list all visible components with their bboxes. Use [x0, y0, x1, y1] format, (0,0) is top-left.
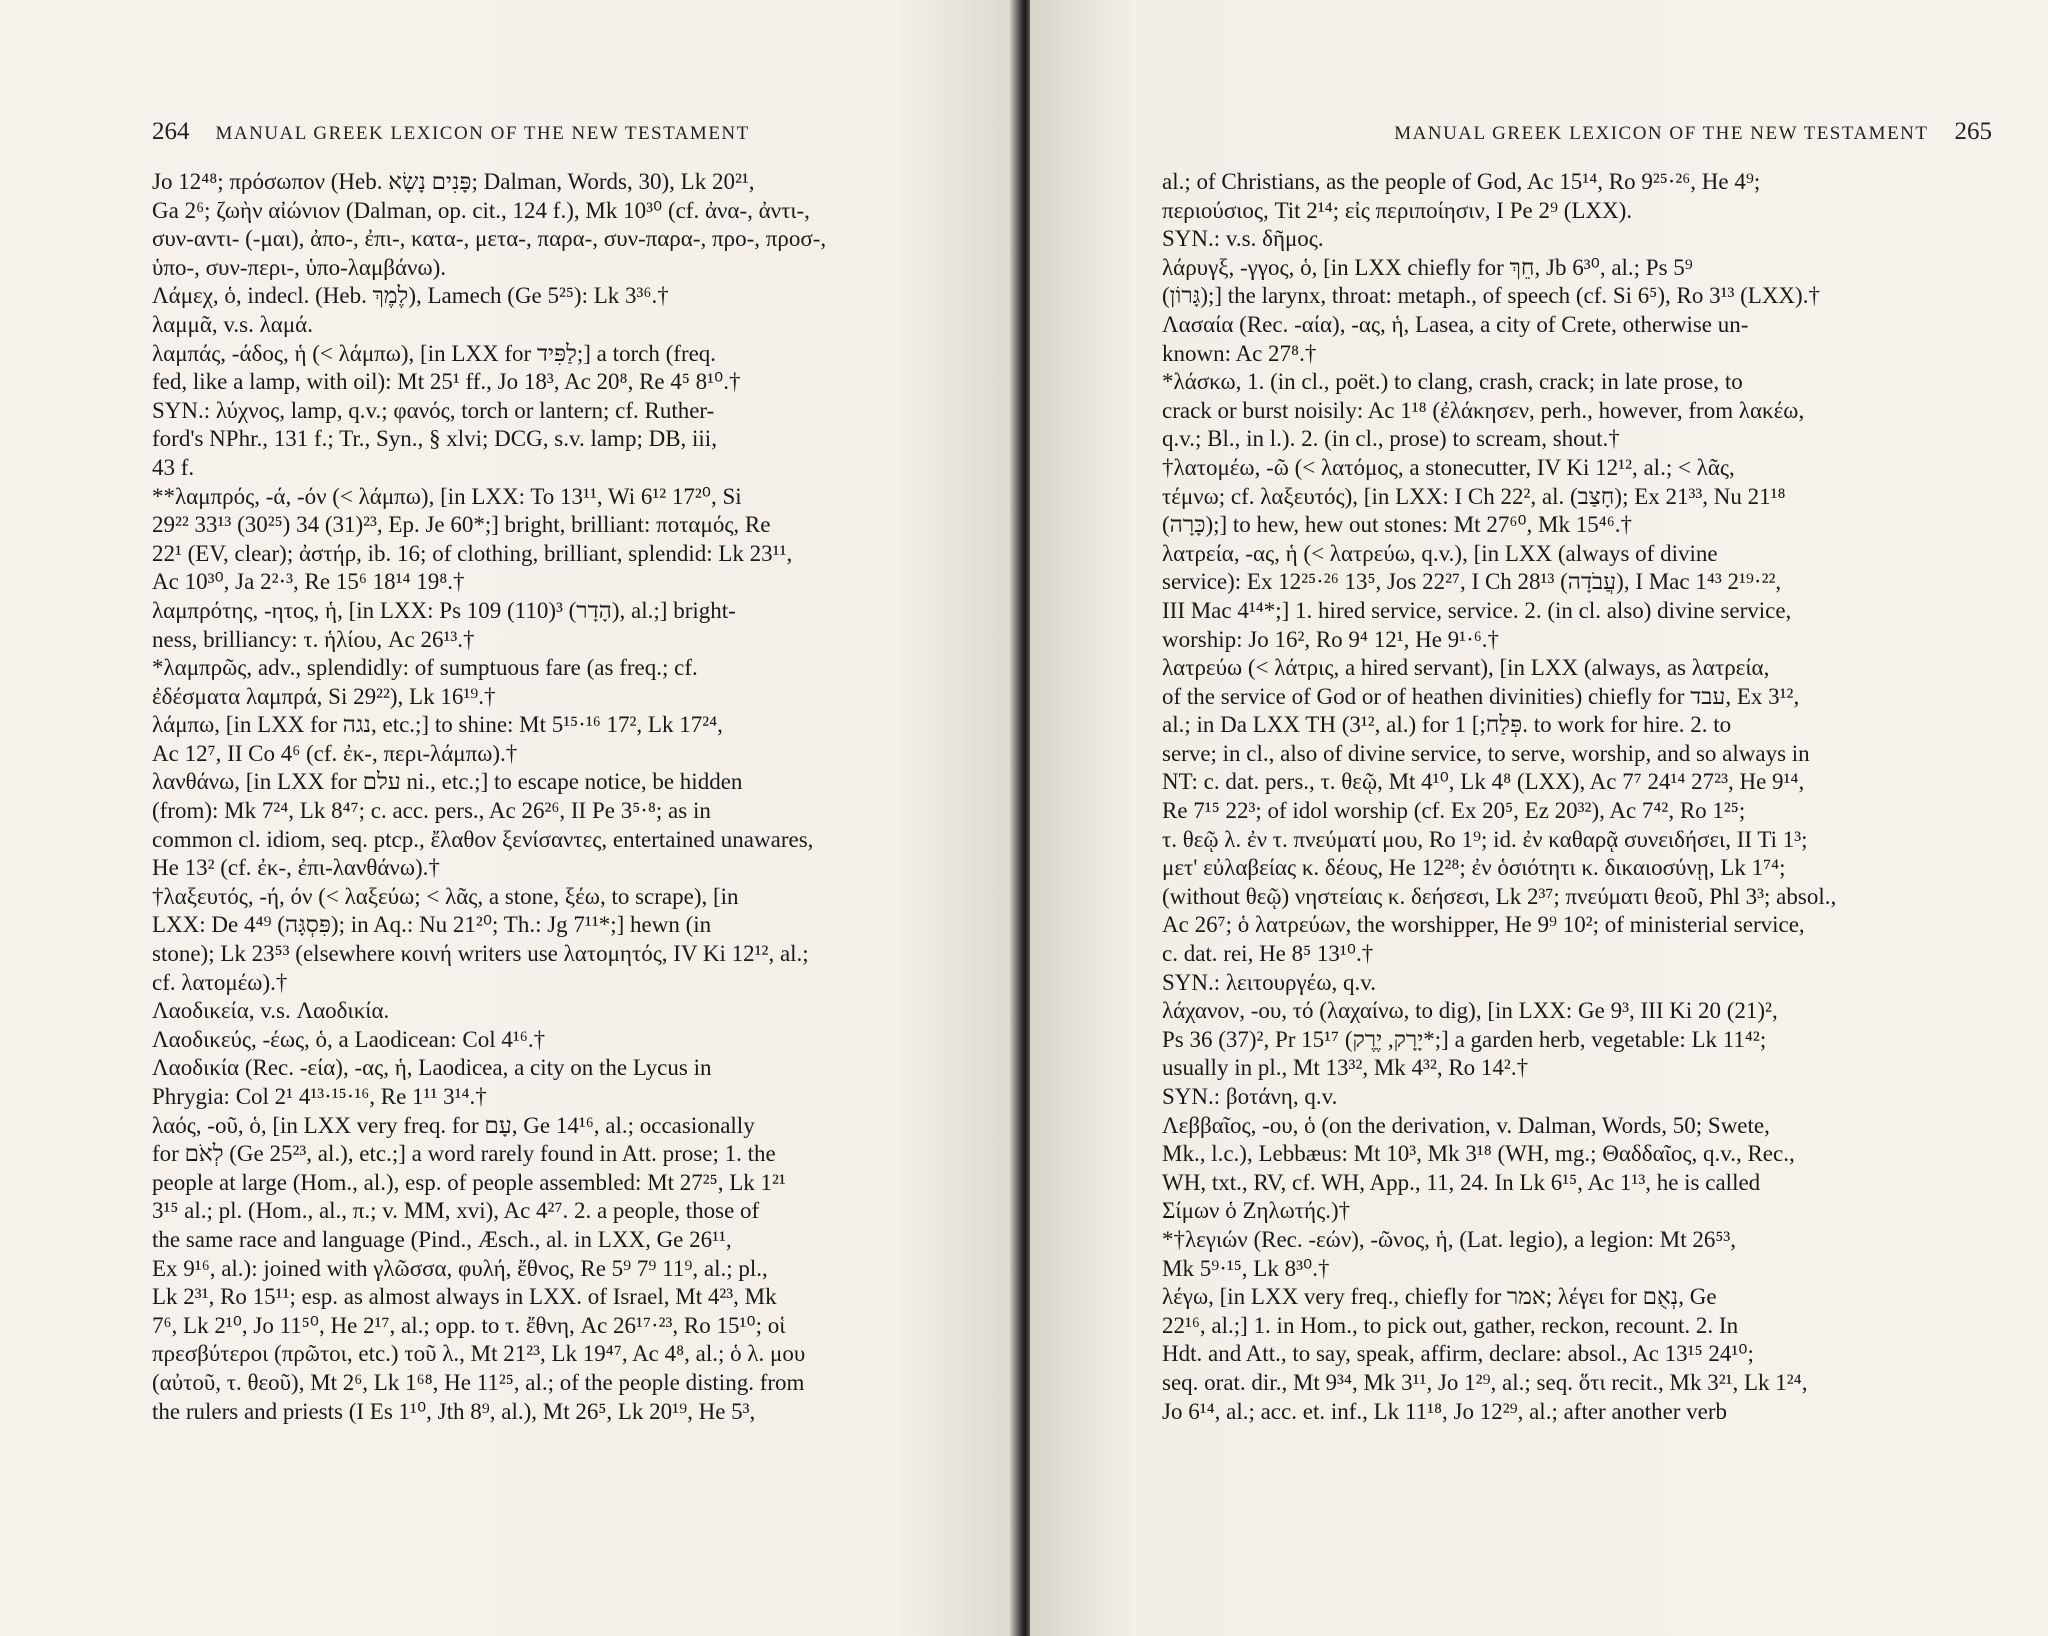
- left-page-body: [152, 168, 938, 1426]
- text-line: 29²² 33¹³ (30²⁵) 34 (31)²³, Ep. Je 60*;] bright, brilliant: ποταμός, Re: [152, 512, 771, 538]
- text-line: λάμπω, [in LXX for נגה, etc.;] to shine: Mt 5¹⁵·¹⁶ 17², Lk 17²⁴,: [152, 712, 723, 738]
- text-line: Λαοδικεία, v.s. Λαοδικία.: [152, 998, 390, 1024]
- text-line: λαός, -οῦ, ὁ, [in LXX very freq. for עָם, Ge 14¹⁶, al.; occasionally: [152, 1112, 755, 1138]
- text-line: 22¹ (EV, clear); ἀστήρ, ib. 16; of clothing, brilliant, splendid: Lk 23¹¹,: [152, 540, 793, 566]
- right-page-body: [1162, 168, 1974, 1426]
- text-line: λατρεύω (< λάτρις, a hired servant), [in LXX (always, as λατρεία,: [1162, 655, 1770, 681]
- text-line: SYN.: βοτάνη, q.v.: [1162, 1084, 1338, 1109]
- text-line: the same race and language (Pind., Æsch., al. in LXX, Ge 26¹¹,: [152, 1226, 732, 1252]
- text-line: crack or burst noisily: Ac 1¹⁸ (ἐλάκησεν, perh., however, from λακέω,: [1162, 397, 1805, 423]
- text-line: τέμνω; cf. λαξευτός), [in LXX: I Ch 22², al. (חָצַב); Ex 21³³, Nu 21¹⁸: [1162, 483, 1786, 509]
- text-line: usually in pl., Mt 13³², Mk 4³², Ro 14².†: [1162, 1055, 1529, 1081]
- text-line: Λαοδικεύς, -έως, ὁ, a Laodicean: Col 4¹⁶.†: [152, 1026, 546, 1052]
- running-head-title: MANUAL GREEK LEXICON OF THE NEW TESTAMENT: [215, 123, 750, 144]
- text-line: Ac 26⁷; ὁ λατρεύων, the worshipper, He 9⁹ 10²; of ministerial service,: [1162, 912, 1805, 938]
- text-line: †λαξευτός, -ή, όν (< λαξεύω; < λᾶς, a stone, ξέω, to scrape), [in: [152, 883, 739, 909]
- text-line: μετ' εὐλαβείας κ. δέους, He 12²⁸; ἐν ὁσιότητι κ. δικαιοσύνῃ, Lk 1⁷⁴;: [1162, 855, 1786, 881]
- text-line: service): Ex 12²⁵·²⁶ 13⁵, Jos 22²⁷, I Ch 28¹³ (עֲבֹדָה), I Mac 1⁴³ 2¹⁹·²²,: [1162, 569, 1782, 595]
- text-line: ὑπο-, συν-περι-, ὑπο-λαμβάνω).: [152, 254, 446, 280]
- text-line: λαμμᾶ, v.s. λαμά.: [152, 311, 313, 337]
- text-line: (without θεῷ) νηστείαις κ. δεήσεσι, Lk 2³⁷; πνεύματι θεοῦ, Phl 3³; absol.,: [1162, 883, 1837, 909]
- text-line: common cl. idiom, seq. ptcp., ἔλαθον ξενίσαντες, entertained unawares,: [152, 826, 814, 852]
- running-head-title: MANUAL GREEK LEXICON OF THE NEW TESTAMENT: [1394, 123, 1929, 144]
- text-line: Λαοδικία (Rec. -εία), -ας, ἡ, Laodicea, a city on the Lycus in: [152, 1055, 712, 1081]
- text-line: λαμπάς, -άδος, ἡ (< λάμπω), [in LXX for לַפִּיד;] a torch (freq.: [152, 340, 717, 366]
- text-line: **λαμπρός, -ά, -όν (< λάμπω), [in LXX: To 13¹¹, Wi 6¹² 17²⁰, Si: [152, 483, 742, 509]
- text-line: for לְאֹם (Ge 25²³, al.), etc.;] a word rarely found in Att. prose; 1. the: [152, 1141, 776, 1167]
- text-line: (αὐτοῦ, τ. θεοῦ), Mt 2⁶, Lk 1⁶⁸, He 11²⁵, al.; of the people disting. from: [152, 1369, 805, 1395]
- text-line: Re 7¹⁵ 22³; of idol worship (cf. Ex 20⁵, Ez 20³²), Ac 7⁴², Ro 1²⁵;: [1162, 798, 1746, 824]
- text-line: Λασαία (Rec. -αία), -ας, ἡ, Lasea, a city of Crete, otherwise un-: [1162, 311, 1749, 337]
- text-line: al.; of Christians, as the people of God, Ac 15¹⁴, Ro 9²⁵·²⁶, He 4⁹;: [1162, 169, 1761, 194]
- text-line: (גָּרוֹן);] the larynx, throat: metaph., of speech (cf. Si 6⁵), Ro 3¹³ (LXX).†: [1162, 283, 1820, 309]
- text-line: λάχανον, -ου, τό (λαχαίνω, to dig), [in LXX: Ge 9³, III Ki 20 (21)²,: [1162, 998, 1778, 1024]
- text-line: ford's NPhr., 131 f.; Tr., Syn., § xlvi; DCG, s.v. lamp; DB, iii,: [152, 426, 717, 452]
- text-line: WH, txt., RV, cf. WH, App., 11, 24. In Lk 6¹⁵, Ac 1¹³, he is called: [1162, 1169, 1761, 1195]
- text-line: of the service of God or of heathen divinities) chiefly for עבד, Ex 3¹²,: [1162, 683, 1800, 709]
- text-line: συν-αντι- (-μαι), ἀπο-, ἐπι-, κατα-, μετα-, παρα-, συν-παρα-, προ-, προσ-,: [152, 226, 827, 252]
- text-line: III Mac 4¹⁴*;] 1. hired service, service. 2. (in cl. also) divine service,: [1162, 597, 1792, 623]
- text-line: people at large (Hom., al.), esp. of people assembled: Mt 27²⁵, Lk 1²¹: [152, 1169, 786, 1195]
- right-page: [1030, 0, 2048, 1636]
- text-line: Σίμων ὁ Ζηλωτής.)†: [1162, 1198, 1351, 1224]
- text-line: LXX: De 4⁴⁹ (פִּסְגָּה); in Aq.: Nu 21²⁰; Th.: Jg 7¹¹*;] hewn (in: [152, 912, 712, 938]
- text-line: 7⁶, Lk 2¹⁰, Jo 11⁵⁰, He 2¹⁷, al.; opp. to τ. ἔθνη, Ac 26¹⁷·²³, Ro 15¹⁰; οἱ: [152, 1312, 786, 1338]
- text-line: †λατομέω, -ῶ (< λατόμος, a stonecutter, IV Ki 12¹², al.; < λᾶς,: [1162, 454, 1735, 480]
- text-line: SYN.: λύχνος, lamp, q.v.; φανός, torch or lantern; cf. Ruther-: [152, 397, 715, 423]
- text-line: stone); Lk 23⁵³ (elsewhere κοινή writers use λατομητός, IV Ki 12¹², al.;: [152, 941, 809, 967]
- text-line: Jo 6¹⁴, al.; acc. et. inf., Lk 11¹⁸, Jo 12²⁹, al.; after another verb: [1162, 1398, 1728, 1424]
- text-line: Ps 36 (37)², Pr 15¹⁷ (יָרָק, יֶרֶק*;] a garden herb, vegetable: Lk 11⁴²;: [1162, 1026, 1767, 1052]
- text-line: (כָּרָה);] to hew, hew out stones: Mt 27⁶⁰, Mk 15⁴⁶.†: [1162, 512, 1633, 538]
- text-line: λατρεία, -ας, ἡ (< λατρεύω, q.v.), [in LXX (always of divine: [1162, 540, 1718, 566]
- text-line: ness, brilliancy: τ. ἡλίου, Ac 26¹³.†: [152, 626, 475, 652]
- text-line: NT: c. dat. pers., τ. θεῷ, Mt 4¹⁰, Lk 4⁸ (LXX), Ac 7⁷ 24¹⁴ 27²³, He 9¹⁴,: [1162, 769, 1805, 795]
- left-running-head: [152, 118, 952, 146]
- text-line: SYN.: λειτουργέω, q.v.: [1162, 969, 1376, 995]
- text-line: worship: Jo 16², Ro 9⁴ 12¹, He 9¹·⁶.†: [1162, 626, 1499, 652]
- text-line: *λαμπρῶς, adv., splendidly: of sumptuous fare (as freq.; cf.: [152, 655, 698, 681]
- text-line: He 13² (cf. ἐκ-, ἐπι-λανθάνω).†: [152, 855, 440, 881]
- text-line: περιούσιος, Tit 2¹⁴; εἰς περιποίησιν, I Pe 2⁹ (LXX).: [1162, 197, 1633, 223]
- right-running-head: [1192, 118, 1992, 146]
- text-line: al.; in Da LXX TH (3¹², al.) for פְּלַח;] 1. to work for hire. 2. to: [1162, 712, 1732, 738]
- text-line: fed, like a lamp, with oil): Mt 25¹ ff., Jo 18³, Ac 20⁸, Re 4⁵ 8¹⁰.†: [152, 369, 741, 395]
- page-number: 265: [1954, 118, 1992, 145]
- text-line: Hdt. and Att., to say, speak, affirm, declare: absol., Ac 13¹⁵ 24¹⁰;: [1162, 1341, 1754, 1367]
- text-line: Ac 10³⁰, Ja 2²·³, Re 15⁶ 18¹⁴ 19⁸.†: [152, 569, 465, 595]
- text-line: the rulers and priests (I Es 1¹⁰, Jth 8⁹, al.), Mt 26⁵, Lk 20¹⁹, He 5³,: [152, 1398, 756, 1424]
- text-line: known: Ac 27⁸.†: [1162, 340, 1317, 366]
- text-line: 43 f.: [152, 454, 195, 480]
- text-line: Ac 12⁷, II Co 4⁶ (cf. ἐκ-, περι-λάμπω).†: [152, 740, 518, 766]
- text-line: SYN.: v.s. δῆμος.: [1162, 226, 1324, 252]
- text-line: Phrygia: Col 2¹ 4¹³·¹⁵·¹⁶, Re 1¹¹ 3¹⁴.†: [152, 1084, 487, 1109]
- text-line: 22¹⁶, al.;] 1. in Hom., to pick out, gather, reckon, recount. 2. In: [1162, 1312, 1739, 1338]
- text-line: 3¹⁵ al.; pl. (Hom., al., π.; v. MM, xvi), Ac 4²⁷. 2. a people, those of: [152, 1198, 760, 1224]
- text-line: cf. λατομέω).†: [152, 969, 288, 995]
- text-line: seq. orat. dir., Mt 9³⁴, Mk 3¹¹, Jo 1²⁹, al.; seq. ὅτι recit., Mk 3²¹, Lk 1²⁴,: [1162, 1369, 1808, 1395]
- text-line: serve; in cl., also of divine service, to serve, worship, and so always in: [1162, 740, 1810, 766]
- text-line: λέγω, [in LXX very freq., chiefly for אמר; λέγει for נְאֻם, Ge: [1162, 1284, 1717, 1310]
- left-page: [0, 0, 1018, 1636]
- page-number: 264: [152, 118, 190, 145]
- text-line: λάρυγξ, -γγος, ὁ, [in LXX chiefly for חֵךְ, Jb 6³⁰, al.; Ps 5⁹: [1162, 254, 1693, 280]
- text-line: c. dat. rei, He 8⁵ 13¹⁰.†: [1162, 941, 1374, 967]
- text-line: *λάσκω, 1. (in cl., poët.) to clang, crash, crack; in late prose, to: [1162, 369, 1743, 395]
- text-line: Lk 2³¹, Ro 15¹¹; esp. as almost always in LXX. of Israel, Mt 4²³, Mk: [152, 1284, 777, 1310]
- text-line: Λεββαῖος, -ου, ὁ (on the derivation, v. Dalman, Words, 50; Swete,: [1162, 1112, 1770, 1138]
- text-line: Λάμεχ, ὁ, indecl. (Heb. לֶמֶךְ), Lamech (Ge 5²⁵): Lk 3³⁶.†: [152, 283, 669, 309]
- text-line: Ga 2⁶; ζωὴν αἰώνιον (Dalman, op. cit., 124 f.), Mk 10³⁰ (cf. ἀνα-, ἀντι-,: [152, 197, 810, 223]
- text-line: τ. θεῷ λ. ἐν τ. πνεύματί μου, Ro 1⁹; id. ἐν καθαρᾷ συνειδήσει, II Ti 1³;: [1162, 826, 1808, 852]
- text-line: Mk., l.c.), Lebbæus: Mt 10³, Mk 3¹⁸ (WH, mg.; Θαδδαῖος, q.v., Rec.,: [1162, 1141, 1795, 1167]
- text-line: *†λεγιών (Rec. -εών), -ῶνος, ἡ, (Lat. legio), a legion: Mt 26⁵³,: [1162, 1226, 1737, 1252]
- text-line: (from): Mk 7²⁴, Lk 8⁴⁷; c. acc. pers., Ac 26²⁶, II Pe 3⁵·⁸; as in: [152, 798, 711, 824]
- text-line: q.v.; Bl., in l.). 2. (in cl., prose) to scream, shout.†: [1162, 426, 1620, 452]
- text-line: Jo 12⁴⁸; πρόσωπον (Heb. פָּנִים נָשָׂא; Dalman, Words, 30), Lk 20²¹,: [152, 169, 755, 194]
- text-line: ἐδέσματα λαμπρά, Si 29²²), Lk 16¹⁹.†: [152, 683, 496, 709]
- text-line: πρεσβύτεροι (πρῶτοι, etc.) τοῦ λ., Mt 21²³, Lk 19⁴⁷, Ac 4⁸, al.; ὁ λ. μου: [152, 1341, 806, 1367]
- text-line: Mk 5⁹·¹⁵, Lk 8³⁰.†: [1162, 1255, 1330, 1281]
- text-line: λαμπρότης, -ητος, ἡ, [in LXX: Ps 109 (110)³ (הָדָר), al.;] bright-: [152, 597, 736, 623]
- text-line: Ex 9¹⁶, al.): joined with γλῶσσα, φυλή, ἔθνος, Re 5⁹ 7⁹ 11⁹, al.; pl.,: [152, 1255, 768, 1281]
- text-line: λανθάνω, [in LXX for עלם ni., etc.;] to escape notice, be hidden: [152, 769, 743, 795]
